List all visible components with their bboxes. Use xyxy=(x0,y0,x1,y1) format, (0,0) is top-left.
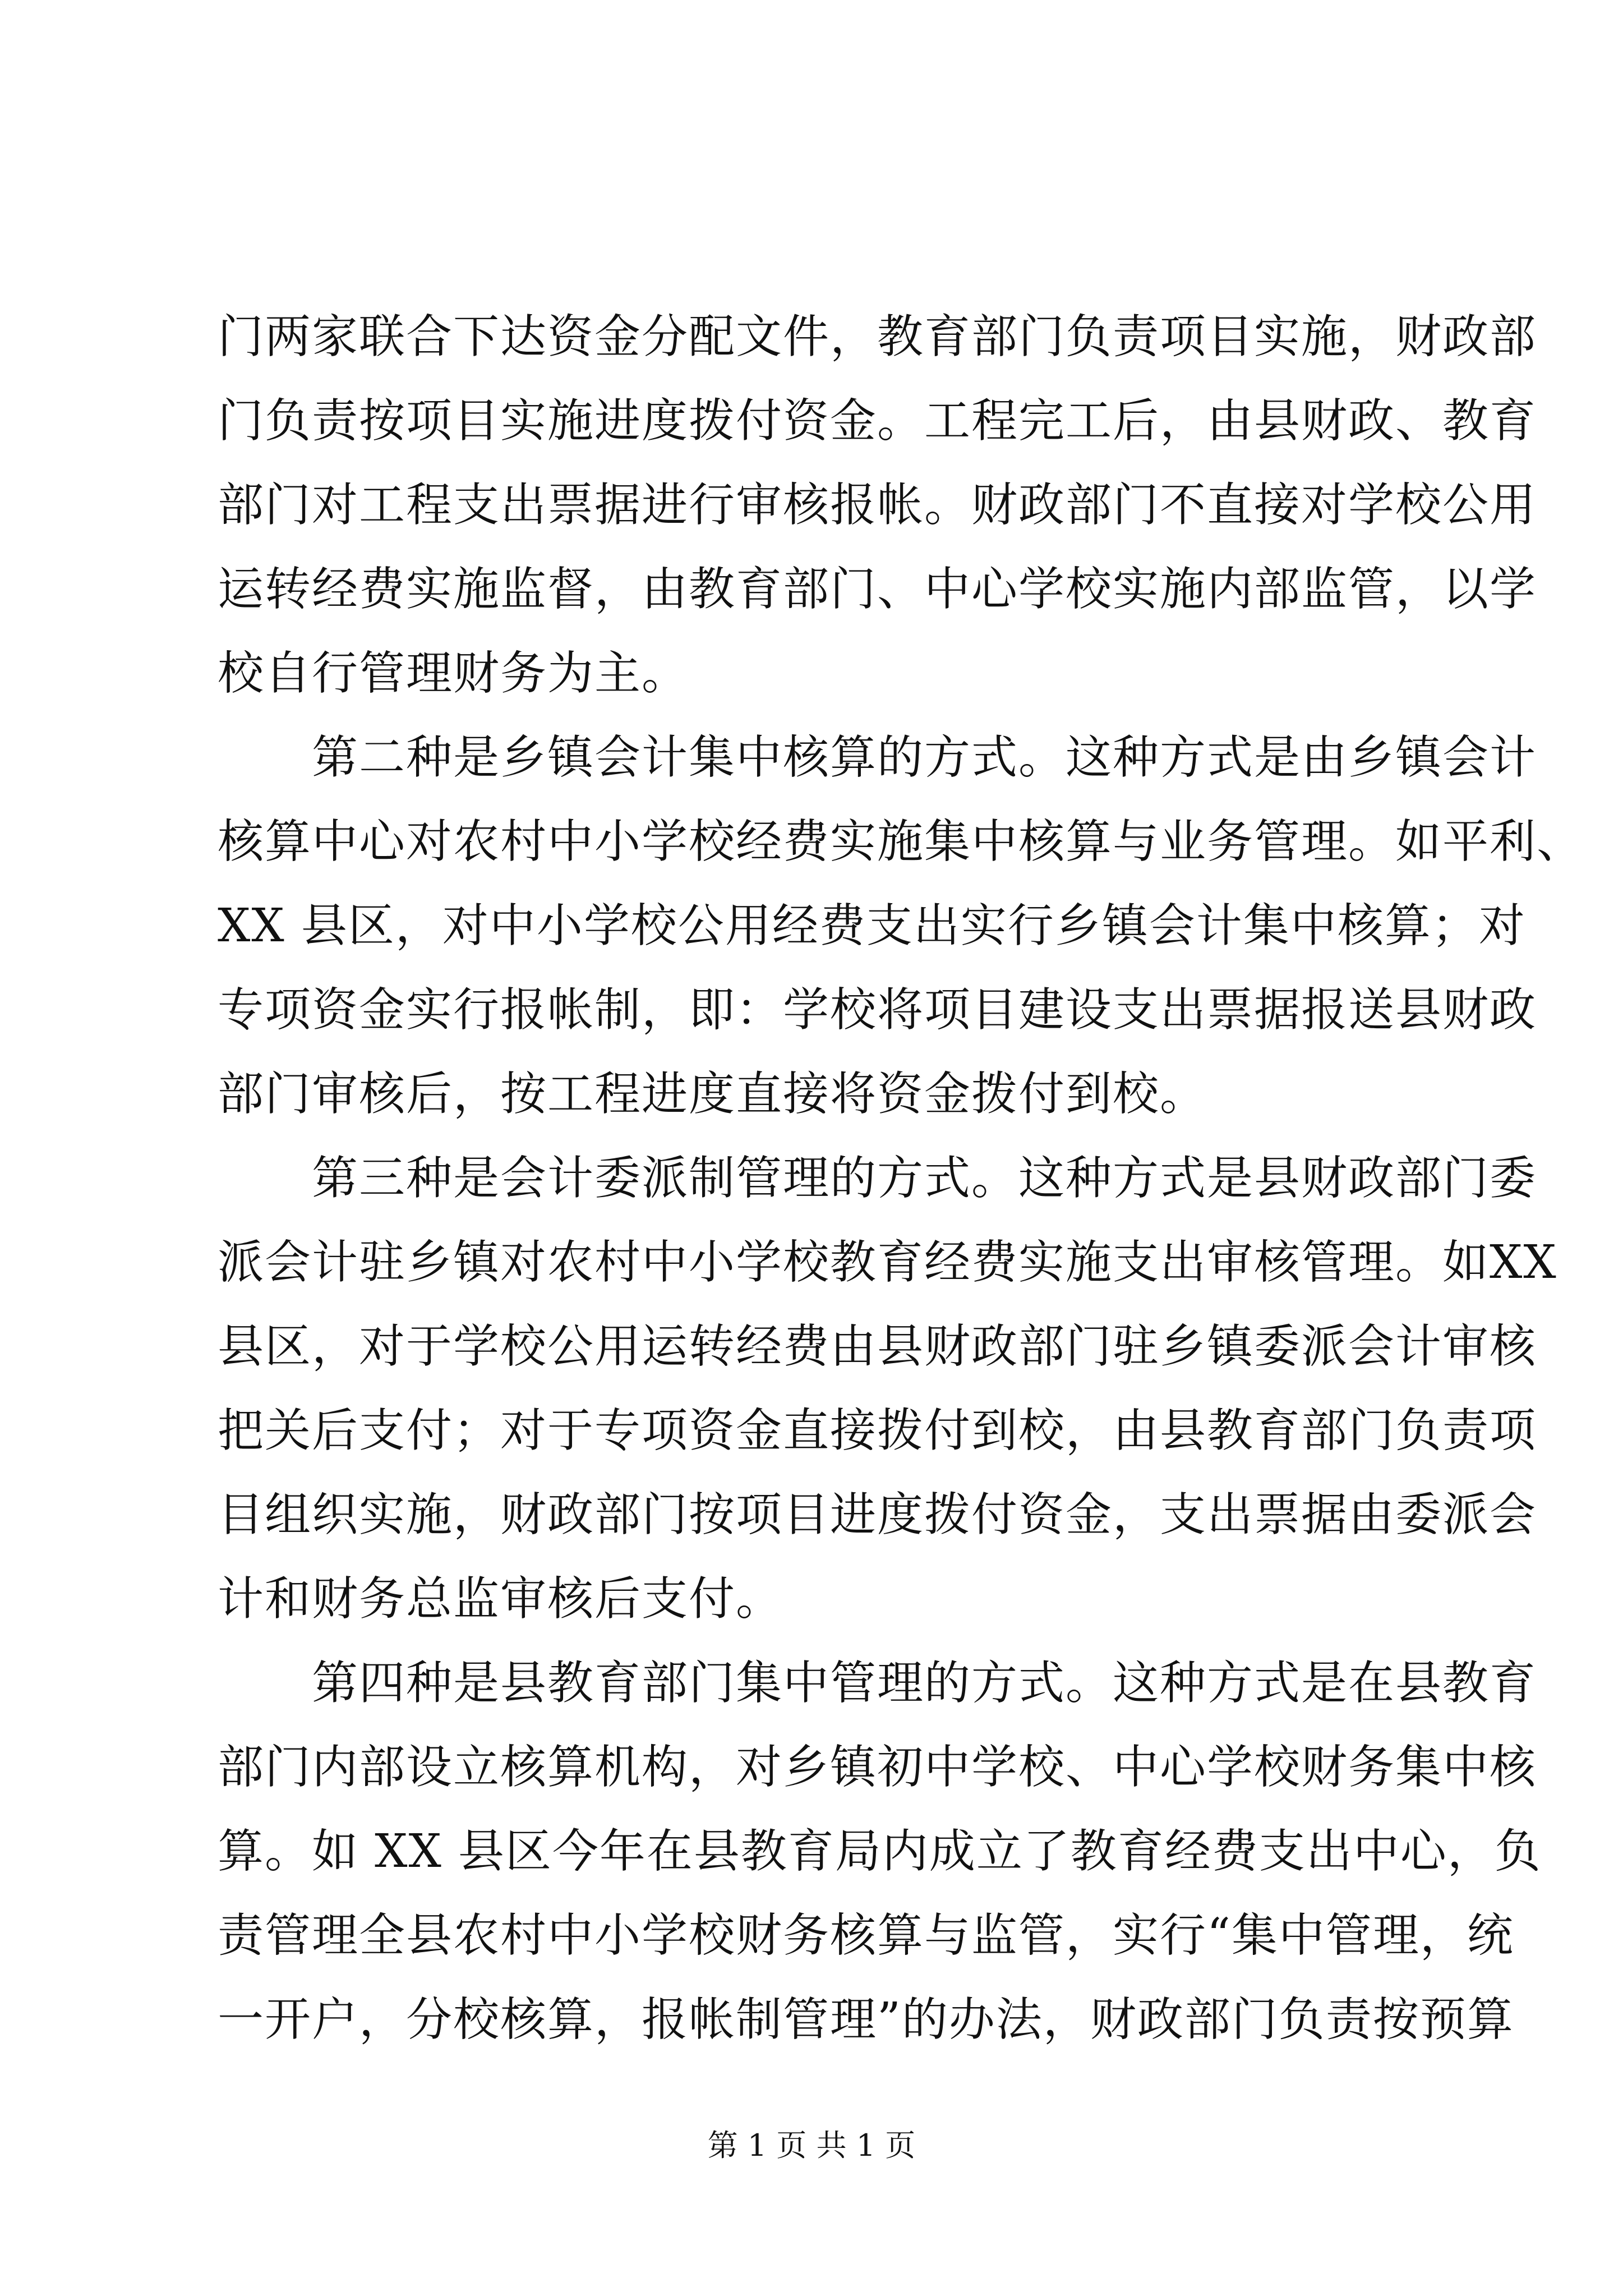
text-line: 校自行管理财务为主。 xyxy=(218,647,689,700)
text-line: 县区，对于学校公用运转经费由县财政部门驻乡镇委派会计审核 xyxy=(218,1320,1537,1373)
text-line: 派会计驻乡镇对农村中小学校教育经费实施支出审核管理。如XX xyxy=(218,1236,1557,1289)
text-line: 把关后支付；对于专项资金直接拨付到校，由县教育部门负责项 xyxy=(218,1404,1537,1457)
text-line: 门两家联合下达资金分配文件，教育部门负责项目实施，财政部 xyxy=(218,310,1537,364)
text-line: 部门对工程支出票据进行审核报帐。财政部门不直接对学校公用 xyxy=(218,478,1537,532)
page-number-footer: 第 1 页 共 1 页 xyxy=(707,2128,916,2163)
paragraph-start-line: 第三种是会计委派制管理的方式。这种方式是县财政部门委 xyxy=(312,1152,1537,1205)
body-text xyxy=(218,295,1584,2062)
text-line: 计和财务总监审核后支付。 xyxy=(218,1572,783,1626)
text-line: 算。如 XX 县区今年在县教育局内成立了教育经费支出中心，负 xyxy=(218,1825,1542,1878)
text-line: 部门内部设立核算机构，对乡镇初中学校、中心学校财务集中核 xyxy=(218,1741,1537,1794)
text-line: 核算中心对农村中小学校经费实施集中核算与业务管理。如平利、 xyxy=(218,815,1584,868)
text-line: 一开户，分校核算，报帐制管理”的办法，财政部门负责按预算 xyxy=(218,1993,1514,2046)
text-line: 部门审核后，按工程进度直接将资金拨付到校。 xyxy=(218,1068,1207,1121)
text-line: 专项资金实行报帐制，即：学校将项目建设支出票据报送县财政 xyxy=(218,983,1537,1037)
text-line: XX 县区，对中小学校公用经费支出实行乡镇会计集中核算；对 xyxy=(218,899,1526,953)
paragraph-start-line: 第四种是县教育部门集中管理的方式。这种方式是在县教育 xyxy=(312,1657,1537,1710)
text-line: 运转经费实施监督，由教育部门、中心学校实施内部监管，以学 xyxy=(218,563,1537,616)
text-line: 责管理全县农村中小学校财务核算与监管，实行“集中管理，统 xyxy=(218,1909,1514,1962)
text-line: 门负责按项目实施进度拨付资金。工程完工后，由县财政、教育 xyxy=(218,394,1537,448)
text-line: 目组织实施，财政部门按项目进度拨付资金，支出票据由委派会 xyxy=(218,1488,1537,1542)
paragraph-start-line: 第二种是乡镇会计集中核算的方式。这种方式是由乡镇会计 xyxy=(312,731,1537,784)
